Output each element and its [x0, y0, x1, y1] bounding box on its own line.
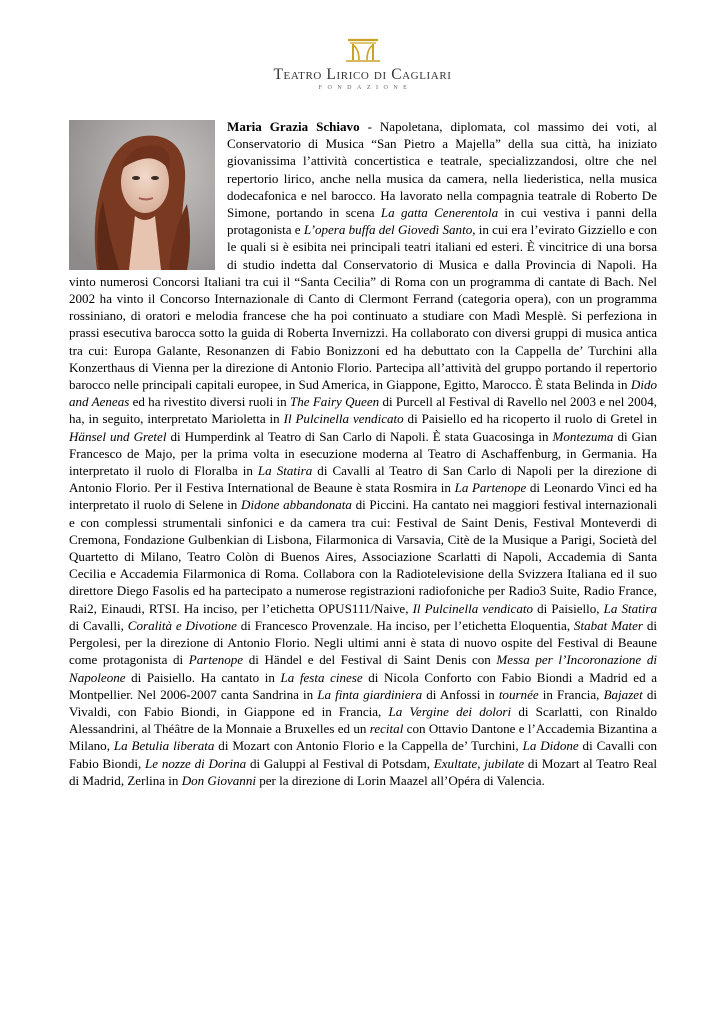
bio-text-run: di Vivaldi, con Fabio Biondi, in Giappone ed in Francia,	[69, 686, 657, 719]
bio-text-run: di Scarlatti, con Rinaldo Alessandrini, al Théâtre de la Monnaie a Bruxelles ed un	[69, 703, 657, 737]
bio-text-run: di Purcell al Festival di Ravello nel 2003 e nel 2004, ha, in seguito, interpretato Marioletta in	[69, 394, 657, 427]
bio-text-run: di Mozart al Teatro Real di Madrid, Zerlina in	[69, 755, 658, 788]
org-name: Teatro Lirico di Cagliari	[273, 66, 452, 83]
bio-text-run: in Francia,	[538, 686, 604, 702]
bio-text-run: di Mozart con Antonio Florio e la Cappella de’ Turchini,	[214, 738, 523, 754]
work-title: La festa cinese	[280, 669, 363, 685]
bio-text-run: di Galuppi al Festival di Potsdam,	[246, 755, 434, 771]
work-title: Messa per l’Incoronazione di Napoleone	[69, 652, 657, 685]
biography	[69, 118, 657, 789]
work-title: Exultate, jubilate	[433, 755, 525, 771]
bio-text-run: di Leonardo Vinci ed ha interpretato il ruolo di Selene in	[69, 480, 658, 513]
work-title: Partenope	[188, 652, 244, 668]
bio-text-run: di Cavalli con Fabio Biondi,	[69, 738, 657, 771]
portrait-image	[69, 120, 215, 270]
work-title: La finta giardiniera	[317, 686, 423, 702]
work-title: Didone abbandonata	[241, 497, 352, 513]
work-title: Hänsel und Gretel	[69, 428, 167, 444]
work-title: Don Giovanni	[181, 772, 256, 788]
bio-text-run: di Anfossi in	[422, 686, 499, 702]
artist-name: Maria Grazia Schiavo	[227, 119, 360, 134]
work-title: La gatta Cenerentola	[380, 205, 499, 221]
bio-text-run: - Napoletana, diplomata, col massimo dei voti, al Conservatorio di Musica “San Pietro a Majella” della sua città, ha iniziato giovanissima l’attività concertistica e teatrale, specializzandosi, oltre che nel repertorio lirico, anche nella musica da camera, nella liederistica, nella musica dodecafonica e nel barocco. Ha lavorato nella compagnia teatrale di Roberto De Simone, portando in scena	[227, 119, 657, 221]
bio-text-run: di Cavalli,	[69, 617, 128, 633]
bio-text-run: di Pergolesi, per la direzione di Antonio Florio. Negli ultimi anni è stata di nuovo ospite del Festival di Beaune come protagonista di	[69, 617, 657, 668]
bio-text-run: in cui vestiva i panni della protagonista e	[227, 205, 657, 238]
work-title: La Betulia liberata	[113, 738, 215, 754]
page-header	[0, 38, 725, 92]
theatre-logo-icon	[344, 38, 382, 62]
bio-text-run: di Händel e del Festival di Saint Denis con	[243, 652, 497, 668]
work-title: tournée	[498, 686, 539, 702]
bio-text-run: di Paisiello. Ha cantato in	[125, 669, 281, 685]
work-title: Dido and Aeneas	[69, 377, 657, 410]
bio-text-run: di Piccini. Ha cantato nei maggiori festival internazionali e con complessi strumentali sinfonici e da camera tra cui: Festival de Saint Denis, Festival Monteverdi di Cremona, Fondazione Gulbenkian di Lisbona, Filarmonica di Varsavia, Citè de la Musique a Parigi, Società del Quartetto di Milano, Teatro Colòn di Buenos Aires, Associazione Scarlatti di Napoli, Accademia di Santa Cecilia e Accademia Filarmonica di Roma. Collabora con la Radiotelevisione della Svizzera Italiana ed il suo direttore Diego Fasolis ed ha partecipato a numerose registrazioni radiofoniche per Radio3 Suite, Radio France, Rai2, Einaudi, RTSI. Ha inciso, per l’etichetta OPUS111/Naive,	[69, 497, 657, 616]
bio-text-run: di Cavalli al Teatro di San Carlo di Napoli per la direzione di Antonio Florio. Per il Festiva International de Beaune è stata Rosmira in	[69, 463, 657, 496]
work-title: Stabat Mater	[573, 617, 643, 633]
bio-text-run: , in cui era l’evirato Gizziello e con le quali si è esibita nei principali teatri italiani ed esteri. È vincitrice di una borsa di studio indetta dal Conservatorio di Musica e dalla Provincia di Napoli. Ha vinto numerosi Concorsi Italiani tra cui il “Santa Cecilia” di Roma con un programma di cantate di Bach. Nel 2002 ha vinto il Concorso Internazionale di Canto di Clermont Ferrand (categoria opera), con un programma rossiniano, di oratori e melodia francese che ha poi continuato a studiare con Madì Mesplè. Si perfeziona in prassi esecutiva barocca sotto la guida di Roberta Invernizzi. Ha collaborato con diversi gruppi di musica antica tra cui: Europa Galante, Resonanzen di Fabio Bonizzoni ed ha debuttato con la Cappella de’ Turchini alla Konzerthaus di Vienna per la direzione di Antonio Florio. Partecipa all’attività del gruppo portando il repertorio barocco nelle principali capitali europee, in Sud America, in Giappone, Egitto, Marocco. È stata Belinda in	[69, 222, 658, 393]
work-title: Coralità e Divotione	[127, 617, 237, 633]
bio-text-run: ed ha rivestito diversi ruoli in	[129, 394, 290, 410]
work-title: The Fairy Queen	[289, 394, 380, 410]
work-title: Il Pulcinella vendicato	[283, 411, 404, 427]
bio-text-run: di Francesco Provenzale. Ha inciso, per l’etichetta Eloquentia,	[236, 617, 574, 633]
bio-text-run: per la direzione di Lorin Maazel all’Opéra di Valencia.	[255, 772, 545, 788]
work-title: L’opera buffa del Giovedì Santo	[303, 222, 473, 238]
work-title: La Statira	[257, 463, 313, 479]
work-title: La Vergine dei dolori	[388, 703, 512, 719]
bio-text-run: di Paisiello ed ha ricoperto il ruolo di Gretel in	[403, 411, 657, 427]
work-title: recital	[369, 721, 404, 737]
work-title: Montezuma	[552, 428, 614, 444]
work-title: La Didone	[522, 738, 579, 754]
work-title: Le nozze di Dorina	[145, 755, 247, 771]
work-title: La Partenope	[454, 480, 527, 496]
portrait-photo	[69, 120, 215, 270]
bio-text-run: di Gian Francesco de Majo, per la prima volta in esecuzione moderna al Teatro di Aschaffenburg, in Germania. Ha interpretato il ruolo di Floralba in	[69, 428, 657, 479]
bio-text-run: con Ottavio Dantone e l’Accademia Bizantina a Milano,	[69, 721, 657, 754]
work-title: Bajazet	[603, 686, 643, 702]
bio-text-run: di Humperdink al Teatro di San Carlo di Napoli. È stata Guacosinga in	[166, 428, 553, 444]
bio-text-run: di Paisiello,	[533, 600, 604, 616]
work-title: La Statira	[603, 600, 657, 616]
work-title: Il Pulcinella vendicato	[412, 600, 534, 616]
org-subtitle: FONDAZIONE	[318, 85, 413, 91]
bio-text-run: di Nicola Conforto con Fabio Biondi a Madrid ed a Montpellier. Nel 2006-2007 canta Sandrina in	[69, 669, 657, 702]
